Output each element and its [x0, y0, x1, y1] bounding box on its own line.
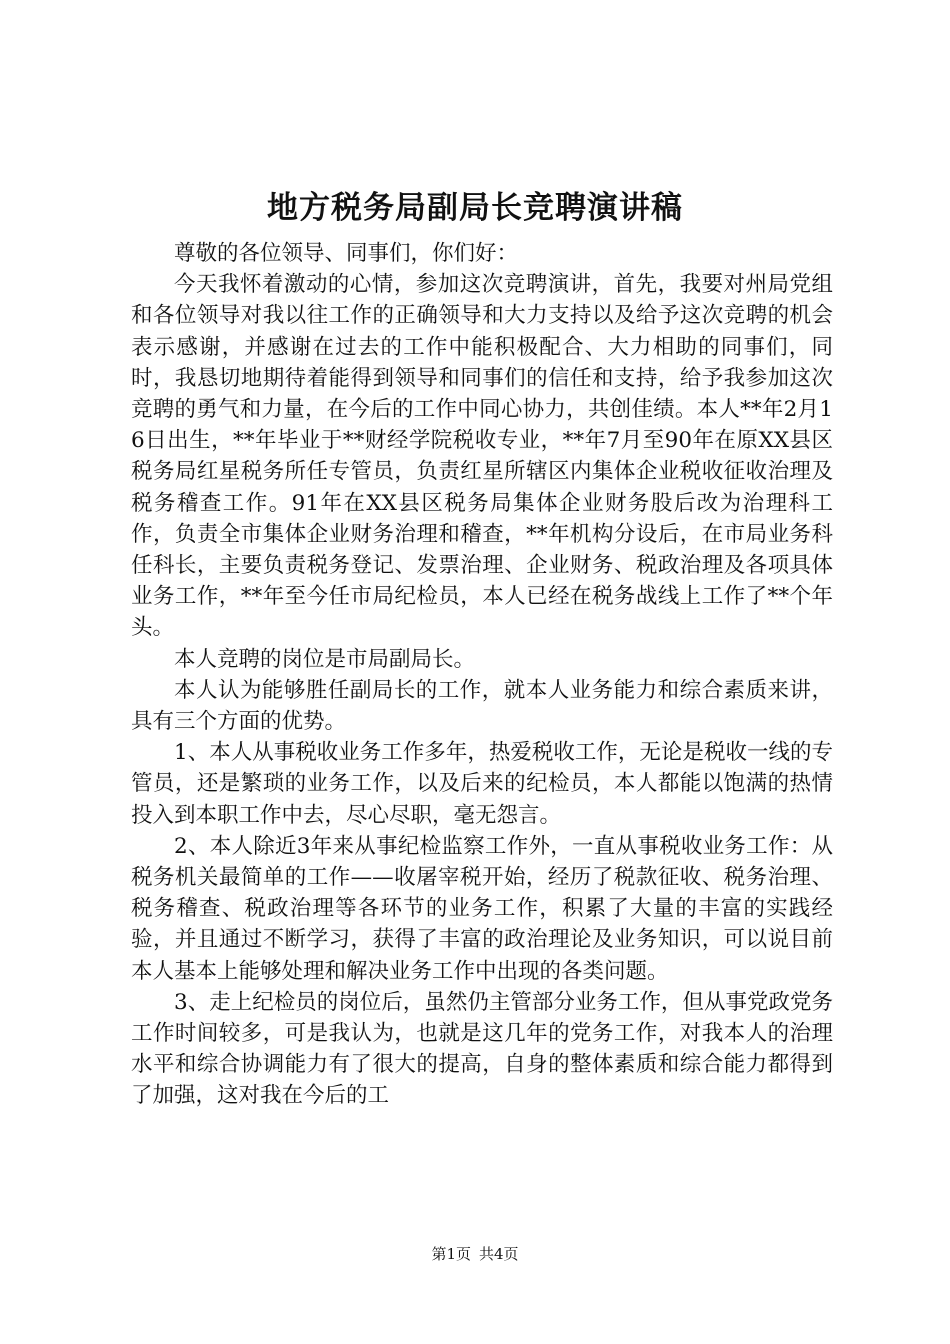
- advantage-2-paragraph: 2、本人除近3年来从事纪检监察工作外，一直从事税收业务工作：从税务机关最简单的工作——收屠宰税开始，经历了税款征收、税务治理、税务稽查、税政治理等各环节的业务工作，积累了大量的丰富的实践经验，并且通过不断学习，获得了丰富的政治理论及业务知识，可以说目前本人基本上能够处理和解决业务工作中出现的各类问题。: [131, 833, 833, 984]
- document-title: 地方税务局副局长竞聘演讲稿: [267, 190, 683, 226]
- page-footer: [0, 1244, 950, 1264]
- advantage-1-paragraph: 1、本人从事税收业务工作多年，热爱税收工作，无论是税收一线的专管员，还是繁琐的业务工作，以及后来的纪检员，本人都能以饱满的热情投入到本职工作中去，尽心尽职，毫无怨言。: [131, 740, 833, 828]
- greeting-paragraph: 尊敬的各位领导、同事们，你们好：: [174, 241, 519, 266]
- position-paragraph: 本人竞聘的岗位是市局副局长。: [174, 646, 476, 672]
- page-number: 第1页: [431, 1245, 471, 1263]
- intro-paragraph: 今天我怀着激动的心情，参加这次竞聘演讲，首先，我要对州局党组和各位领导对我以往工作的正确领导和大力支持以及给予这次竞聘的机会表示感谢，并感谢在过去的工作中能积极配合、大力相助的同事们，同时，我恳切地期待着能得到领导和同事们的信任和支持，给予我参加这次竞聘的勇气和力量，在今后的工作中同心协力，共创佳绩。本人**年2月16日出生，**年毕业于**财经学院税收专业，**年7月至90年在原XX县区税务局红星税务所任专管员，负责红星所辖区内集体企业税收征收治理及税务稽查工作。91年在XX县区税务局集体企业财务股后改为治理科工作，负责全市集体企业财务治理和稽查，**年机构分设后，在市局业务科任科长，主要负责税务登记、发票治理、企业财务、税政治理及各项具体业务工作，**年至今任市局纪检员，本人已经在税务战线上工作了**个年头。: [131, 272, 833, 641]
- advantages-intro-paragraph: 本人认为能够胜任副局长的工作，就本人业务能力和综合素质来讲，具有三个方面的优势。: [131, 677, 833, 735]
- document-body: [131, 238, 833, 1112]
- advantage-3-paragraph: 3、走上纪检员的岗位后，虽然仍主管部分业务工作，但从事党政党务工作时间较多，可是我认为，也就是这几年的党务工作，对我本人的治理水平和综合协调能力有了很大的提高，自身的整体素质和综合能力都得到了加强，这对我在今后的工: [131, 989, 833, 1109]
- page-total: 共4页: [479, 1245, 519, 1263]
